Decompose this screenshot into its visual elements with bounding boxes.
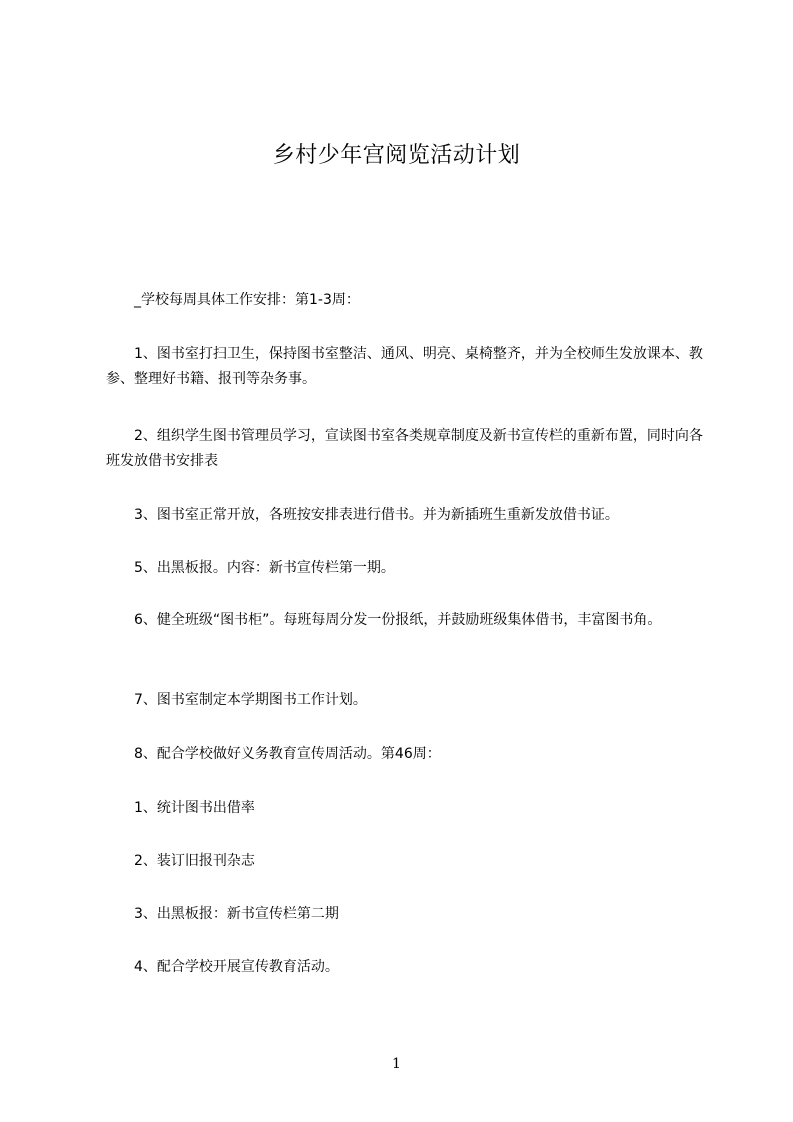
paragraph-item-6: 6、健全班级“图书柜”。每班每周分发一份报纸，并鼓励班级集体借书，丰富图书角。 bbox=[134, 612, 662, 628]
paragraph-item-2: 2、组织学生图书管理员学习，宣读图书室各类规章制度及新书宣传栏的重新布置，同时向各班发放借书安排表 bbox=[106, 428, 703, 469]
paragraph-item-5: 5、出黑板报。内容：新书宣传栏第一期。 bbox=[134, 560, 395, 576]
paragraph-item-7: 7、图书室制定本学期图书工作计划。 bbox=[134, 692, 367, 708]
paragraph-schedule-intro: _学校每周具体工作安排：第1-3周： bbox=[134, 292, 360, 308]
paragraph-week46-item-2: 2、装订旧报刊杂志 bbox=[134, 853, 255, 869]
paragraph-week46-item-4: 4、配合学校开展宣传教育活动。 bbox=[134, 959, 339, 975]
paragraph-item-8: 8、配合学校做好义务教育宣传周活动。第46周： bbox=[134, 746, 441, 762]
document-title: 乡村少年宫阅览活动计划 bbox=[272, 143, 521, 168]
paragraph-week46-item-1: 1、统计图书出借率 bbox=[134, 800, 255, 816]
page-number: 1 bbox=[392, 1056, 401, 1072]
paragraph-week46-item-3: 3、出黑板报：新书宣传栏第二期 bbox=[134, 906, 339, 922]
paragraph-item-1: 1、图书室打扫卫生，保持图书室整洁、通风、明亮、桌椅整齐，并为全校师生发放课本、教参、整理好书籍、报刊等杂务事。 bbox=[106, 346, 703, 387]
paragraph-item-3: 3、图书室正常开放，各班按安排表进行借书。并为新插班生重新发放借书证。 bbox=[134, 507, 619, 523]
